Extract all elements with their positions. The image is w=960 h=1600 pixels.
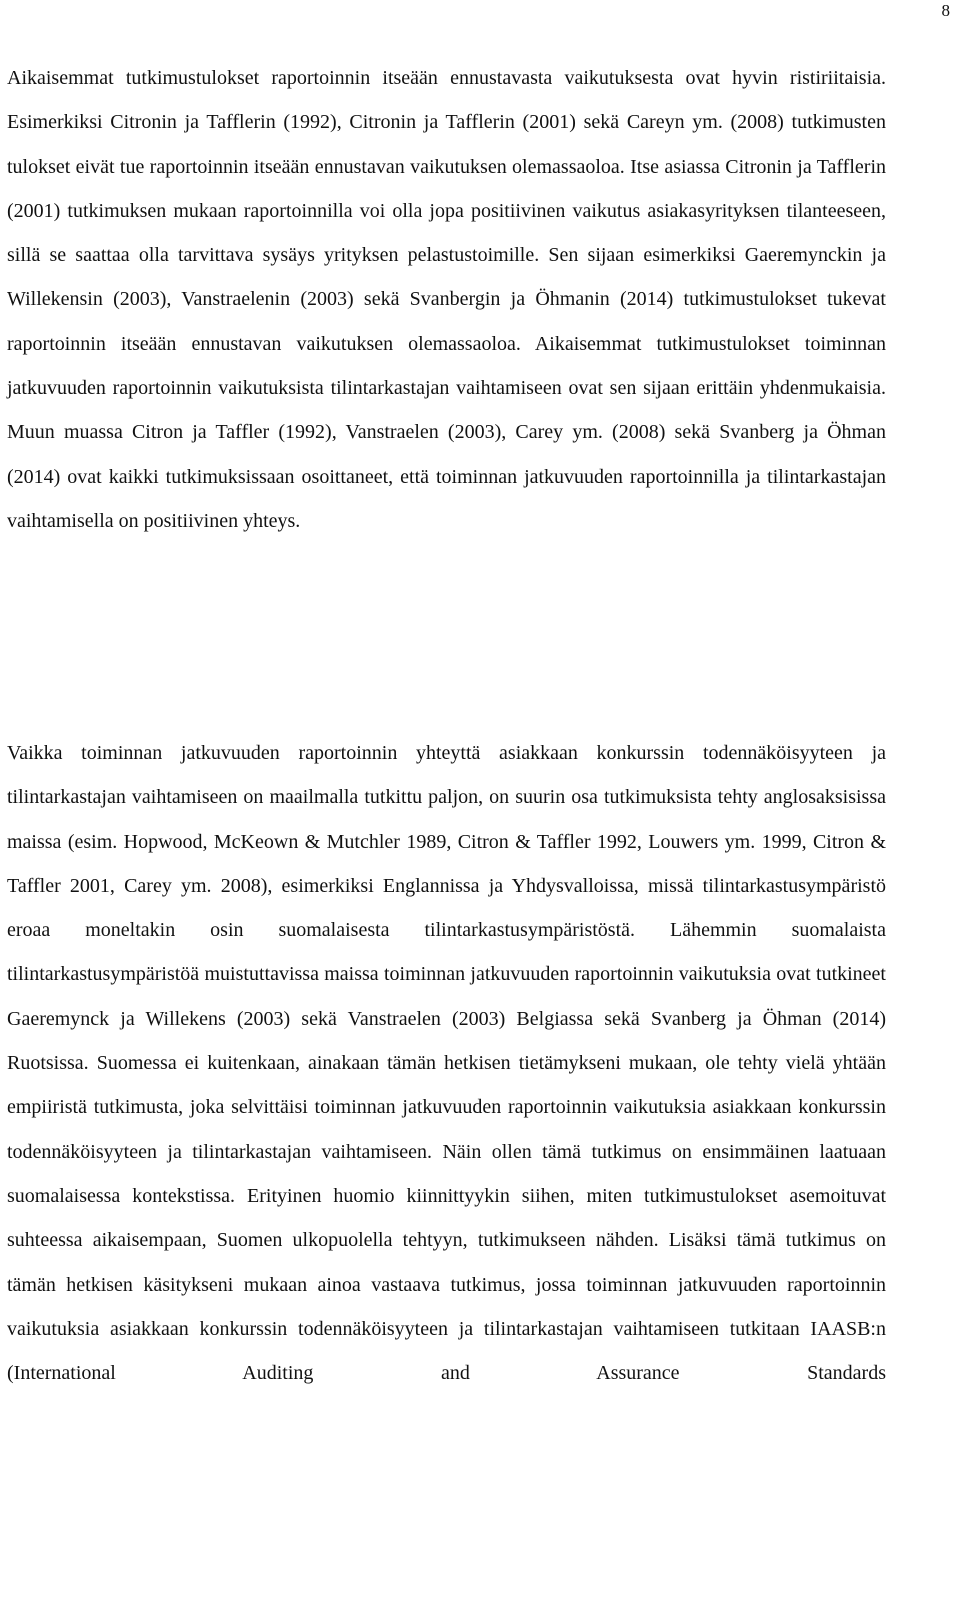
page-number: 8 — [941, 1, 950, 20]
body-paragraph-2: Vaikka toiminnan jatkuvuuden raportoinnin yhteyttä asiakkaan konkurssin todennäköisyyteen ja tilintarkastajan vaihtamiseen on maailmalla tutkittu paljon, on suurin osa tutkimuksista tehty anglosaksisissa maissa (esim. Hopwood, McKeown & Mutchler 1989, Citron & Taffler 1992, Louwers ym. 1999, Citron & Taffler 2001, Carey ym. 2008), esimerkiksi Englannissa ja Yhdysvalloissa, missä tilintarkastusympäristö eroaa moneltakin osin suomalaisesta tilintarkastusympäristöstä. Lähemmin suomalaista tilintarkastusympäristöä muistuttavissa maissa toiminnan jatkuvuuden raportoinnin vaikutuksia ovat tutkineet Gaeremynck ja Willekens (2003) sekä Vanstraelen (2003) Belgiassa sekä Svanberg ja Öhman (2014) Ruotsissa. Suomessa ei kuitenkaan, ainakaan tämän hetkisen tietämykseni mukaan, ole tehty vielä yhtään empiiristä tutkimusta, joka selvittäisi toiminnan jatkuvuuden raportoinnin vaikutuksia asiakkaan konkurssin todennäköisyyteen ja tilintarkastajan vaihtamiseen. Näin ollen tämä tutkimus on ensimmäinen laatuaan suomalaisessa kontekstissa. Erityinen huomio kiinnittyykin siihen, miten tutkimustulokset asemoituvat suhteessa aikaisempaan, Suomen ulkopuolella tehtyyn, tutkimukseen nähden. Lisäksi tämä tutkimus on tämän hetkisen käsitykseni mukaan ainoa vastaava tutkimus, jossa toiminnan jatkuvuuden raportoinnin vaikutuksia asiakkaan konkurssin todennäköisyyteen ja tilintarkastajan vaihtamiseen tutkitaan IAASB:n (International Auditing and Assurance Standards — [7, 742, 886, 1385]
body-paragraph-1: Aikaisemmat tutkimustulokset raportoinnin itseään ennustavasta vaikutuksesta ovat hyvin ristiriitaisia. Esimerkiksi Citronin ja Tafflerin (1992), Citronin ja Tafflerin (2001) sekä Careyn ym. (2008) tutkimusten tulokset eivät tue raportoinnin itseään ennustavan vaikutuksen olemassaoloa. Itse asiassa Citronin ja Tafflerin (2001) tutkimuksen mukaan raportoinnilla voi olla jopa positiivinen vaikutus asiakasyrityksen tilanteeseen, sillä se saattaa olla tarvittava sysäys yrityksen pelastustoimille. Sen sijaan esimerkiksi Gaeremynckin ja Willekensin (2003), Vanstraelenin (2003) sekä Svanbergin ja Öhmanin (2014) tutkimustulokset tukevat raportoinnin itseään ennustavan vaikutuksen olemassaoloa. Aikaisemmat tutkimustulokset toiminnan jatkuvuuden raportoinnin vaikutuksista tilintarkastajan vaihtamiseen ovat sen sijaan erittäin yhdenmukaisia. Muun muassa Citron ja Taffler (1992), Vanstraelen (2003), Carey ym. (2008) sekä Svanberg ja Öhman (2014) ovat kaikki tutkimuksissaan osoittaneet, että toiminnan jatkuvuuden raportoinnilla ja tilintarkastajan vaihtamisella on positiivinen yhteys. — [7, 67, 886, 532]
